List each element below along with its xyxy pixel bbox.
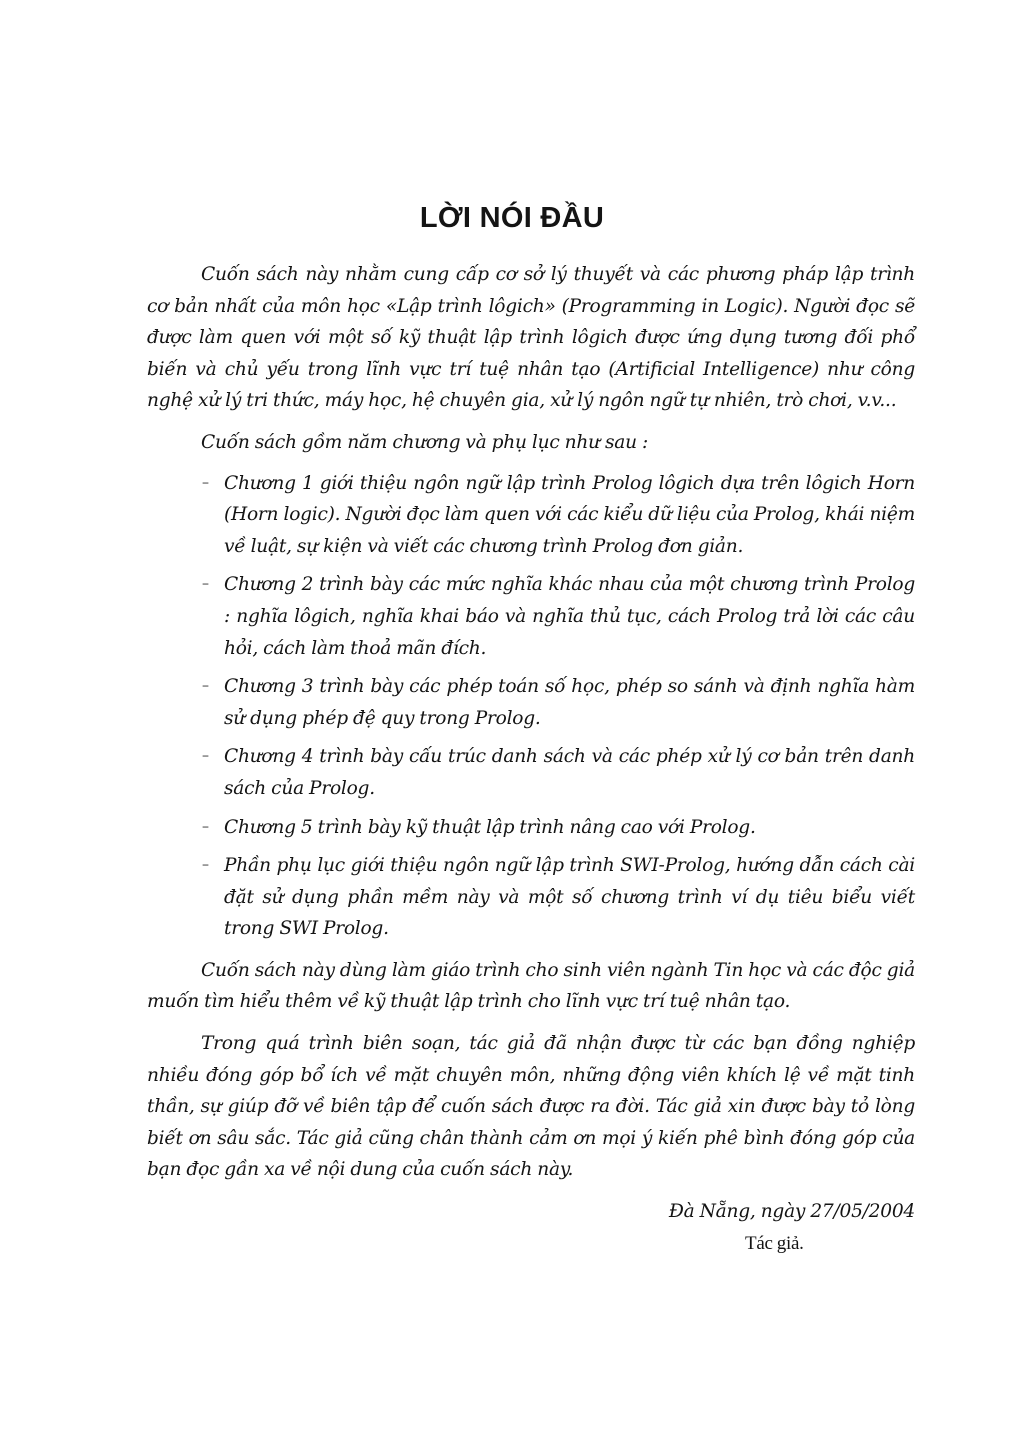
list-dash: –	[202, 818, 209, 835]
list-dash: –	[202, 576, 209, 593]
list-item-text: Phần phụ lục giới thiệu ngôn ngữ lập trình SWI-Prolog, hướng dẫn cách cài đặt sử dụng phần mềm này và một số chương trình ví dụ tiêu biểu viết trong SWI Prolog.	[224, 855, 915, 940]
page-title: LỜI NÓI ĐẦU	[419, 202, 605, 234]
acknowledgement-paragraph: Trong quá trình biên soạn, tác giả đã nhận được từ các bạn đồng nghiệp nhiều đóng góp bổ ích về mặt chuyên môn, những động viên khích lệ về mặt tinh thần, sự giúp đỡ về biên tập để cuốn sách được ra đời. Tác giả xin được bày tỏ lòng biết ơn sâu sắc. Tác giả cũng chân thành cảm ơn mọi ý kiến phê bình đóng góp của bạn đọc gần xa về nội dung của cuốn sách này.	[147, 1033, 915, 1181]
list-dash: –	[202, 474, 209, 491]
list-dash: –	[202, 857, 209, 874]
list-item	[202, 812, 915, 844]
signature-block	[147, 1196, 915, 1259]
author-signature: Tác giả.	[745, 1232, 804, 1254]
chapter-list-intro: Cuốn sách gồm năm chương và phụ lục như sau :	[201, 431, 649, 453]
list-item	[202, 671, 915, 734]
list-item	[202, 569, 915, 664]
audience-paragraph: Cuốn sách này dùng làm giáo trình cho sinh viên ngành Tin học và các độc giả muốn tìm hiểu thêm về kỹ thuật lập trình cho lĩnh vực trí tuệ nhân tạo.	[147, 959, 915, 1013]
document-body	[147, 259, 915, 1259]
list-item-text: Chương 1 giới thiệu ngôn ngữ lập trình Prolog lôgich dựa trên lôgich Horn (Horn logic). Người đọc làm quen với các kiểu dữ liệu của Prolog, khái niệm về luật, sự kiện và viết các chương trình Prolog đơn giản.	[224, 472, 915, 557]
place-date: Đà Nẵng, ngày 27/05/2004	[668, 1201, 915, 1223]
list-item-text: Chương 3 trình bày các phép toán số học, phép so sánh và định nghĩa hàm sử dụng phép đệ quy trong Prolog.	[224, 676, 915, 729]
list-item-text: Chương 4 trình bày cấu trúc danh sách và các phép xử lý cơ bản trên danh sách của Prolog.	[224, 746, 915, 799]
list-item-text: Chương 2 trình bày các mức nghĩa khác nhau của một chương trình Prolog : nghĩa lôgich, nghĩa khai báo và nghĩa thủ tục, cách Prolog trả lời các câu hỏi, cách làm thoả mãn đích.	[224, 574, 915, 659]
list-item	[202, 741, 915, 804]
list-dash: –	[202, 678, 209, 695]
chapter-list	[147, 468, 915, 945]
list-dash: –	[202, 748, 209, 765]
list-item	[202, 850, 915, 945]
list-item	[202, 468, 915, 563]
intro-paragraph: Cuốn sách này nhằm cung cấp cơ sở lý thuyết và các phương pháp lập trình cơ bản nhất của môn học «Lập trình lôgich» (Programming in Logic). Người đọc sẽ được làm quen với một số kỹ thuật lập trình lôgich được ứng dụng tương đối phổ biến và chủ yếu trong lĩnh vực trí tuệ nhân tạo (Artificial Intelligence) như công nghệ xử lý tri thức, máy học, hệ chuyên gia, xử lý ngôn ngữ tự nhiên, trò chơi, v.v...	[147, 264, 915, 412]
list-item-text: Chương 5 trình bày kỹ thuật lập trình nâng cao với Prolog.	[224, 816, 756, 838]
